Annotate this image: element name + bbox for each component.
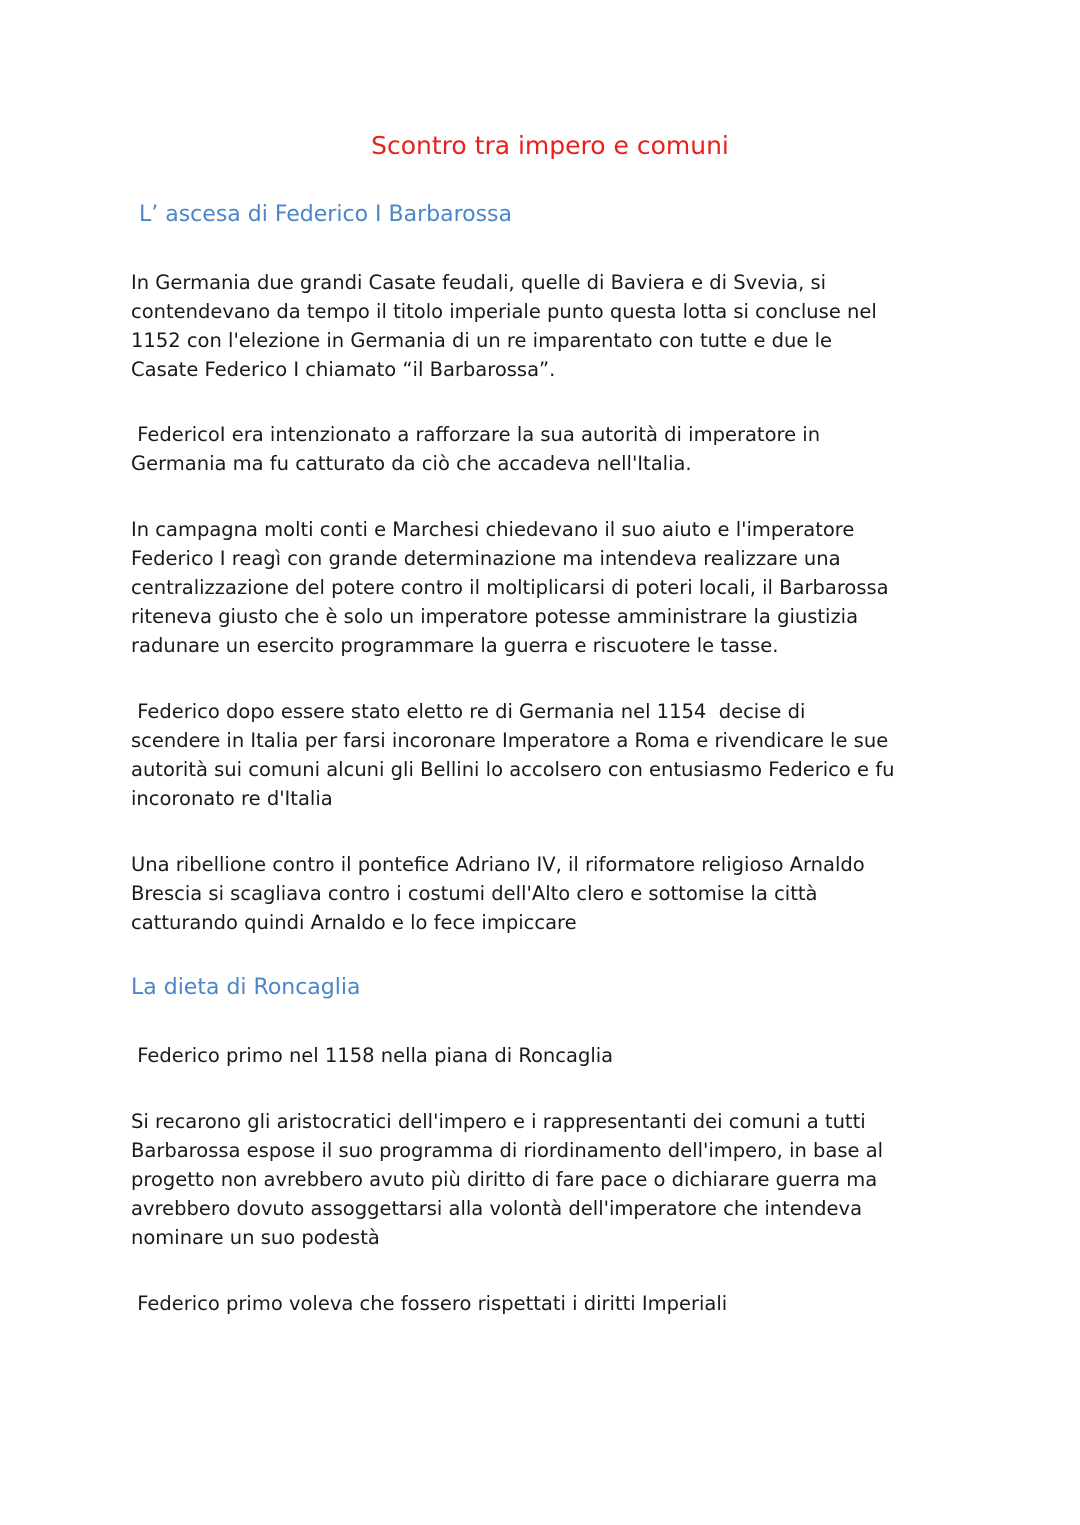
paragraph-1 [131, 268, 971, 384]
paragraph-line: incoronato re d'Italia [131, 787, 333, 810]
section-heading-roncaglia: La dieta di Roncaglia [131, 975, 361, 1000]
paragraph-line: riteneva giusto che è solo un imperatore potesse amministrare la giustizia [131, 605, 859, 628]
paragraph-line: Germania ma fu catturato da ciò che accadeva nell'Italia. [131, 452, 692, 475]
paragraph-line: catturando quindi Arnaldo e lo fece impiccare [131, 911, 577, 934]
paragraph-line: nominare un suo podestà [131, 1226, 380, 1249]
paragraph-2 [131, 420, 971, 478]
paragraph-6 [131, 1041, 971, 1070]
paragraph-3 [131, 515, 971, 660]
paragraph-line: Brescia si scagliava contro i costumi dell'Alto clero e sottomise la città [131, 882, 818, 905]
paragraph-line: Federico primo nel 1158 nella piana di Roncaglia [131, 1044, 614, 1067]
paragraph-line: scendere in Italia per farsi incoronare Imperatore a Roma e rivendicare le sue [131, 729, 889, 752]
paragraph-4 [131, 697, 971, 813]
paragraph-line: Una ribellione contro il pontefice Adriano IV, il riformatore religioso Arnaldo [131, 853, 865, 876]
paragraph-5 [131, 850, 971, 937]
paragraph-line: progetto non avrebbero avuto più diritto di fare pace o dichiarare guerra ma [131, 1168, 878, 1191]
document-title: Scontro tra impero e comuni [371, 131, 729, 160]
section-heading-ascesa: L’ ascesa di Federico I Barbarossa [139, 202, 512, 227]
paragraph-line: radunare un esercito programmare la guerra e riscuotere le tasse. [131, 634, 779, 657]
paragraph-line: Federico dopo essere stato eletto re di Germania nel 1154 decise di [131, 700, 806, 723]
paragraph-line: FedericoI era intenzionato a rafforzare la sua autorità di imperatore in [131, 423, 821, 446]
paragraph-line: avrebbero dovuto assoggettarsi alla volontà dell'imperatore che intendeva [131, 1197, 863, 1220]
paragraph-line: Si recarono gli aristocratici dell'impero e i rappresentanti dei comuni a tutti [131, 1110, 866, 1133]
paragraph-line: In campagna molti conti e Marchesi chiedevano il suo aiuto e l'imperatore [131, 518, 855, 541]
paragraph-line: In Germania due grandi Casate feudali, quelle di Baviera e di Svevia, si [131, 271, 827, 294]
paragraph-line: Federico I reagì con grande determinazione ma intendeva realizzare una [131, 547, 841, 570]
paragraph-8 [131, 1289, 971, 1318]
paragraph-line: Federico primo voleva che fossero rispettati i diritti Imperiali [131, 1292, 728, 1315]
paragraph-line: centralizzazione del potere contro il moltiplicarsi di poteri locali, il Barbarossa [131, 576, 889, 599]
paragraph-line: Casate Federico I chiamato “il Barbarossa”. [131, 358, 556, 381]
paragraph-line: 1152 con l'elezione in Germania di un re imparentato con tutte e due le [131, 329, 832, 352]
paragraph-7 [131, 1107, 971, 1252]
paragraph-line: Barbarossa espose il suo programma di riordinamento dell'impero, in base al [131, 1139, 884, 1162]
paragraph-line: contendevano da tempo il titolo imperiale punto questa lotta si concluse nel [131, 300, 877, 323]
paragraph-line: autorità sui comuni alcuni gli Bellini lo accolsero con entusiasmo Federico e fu [131, 758, 895, 781]
